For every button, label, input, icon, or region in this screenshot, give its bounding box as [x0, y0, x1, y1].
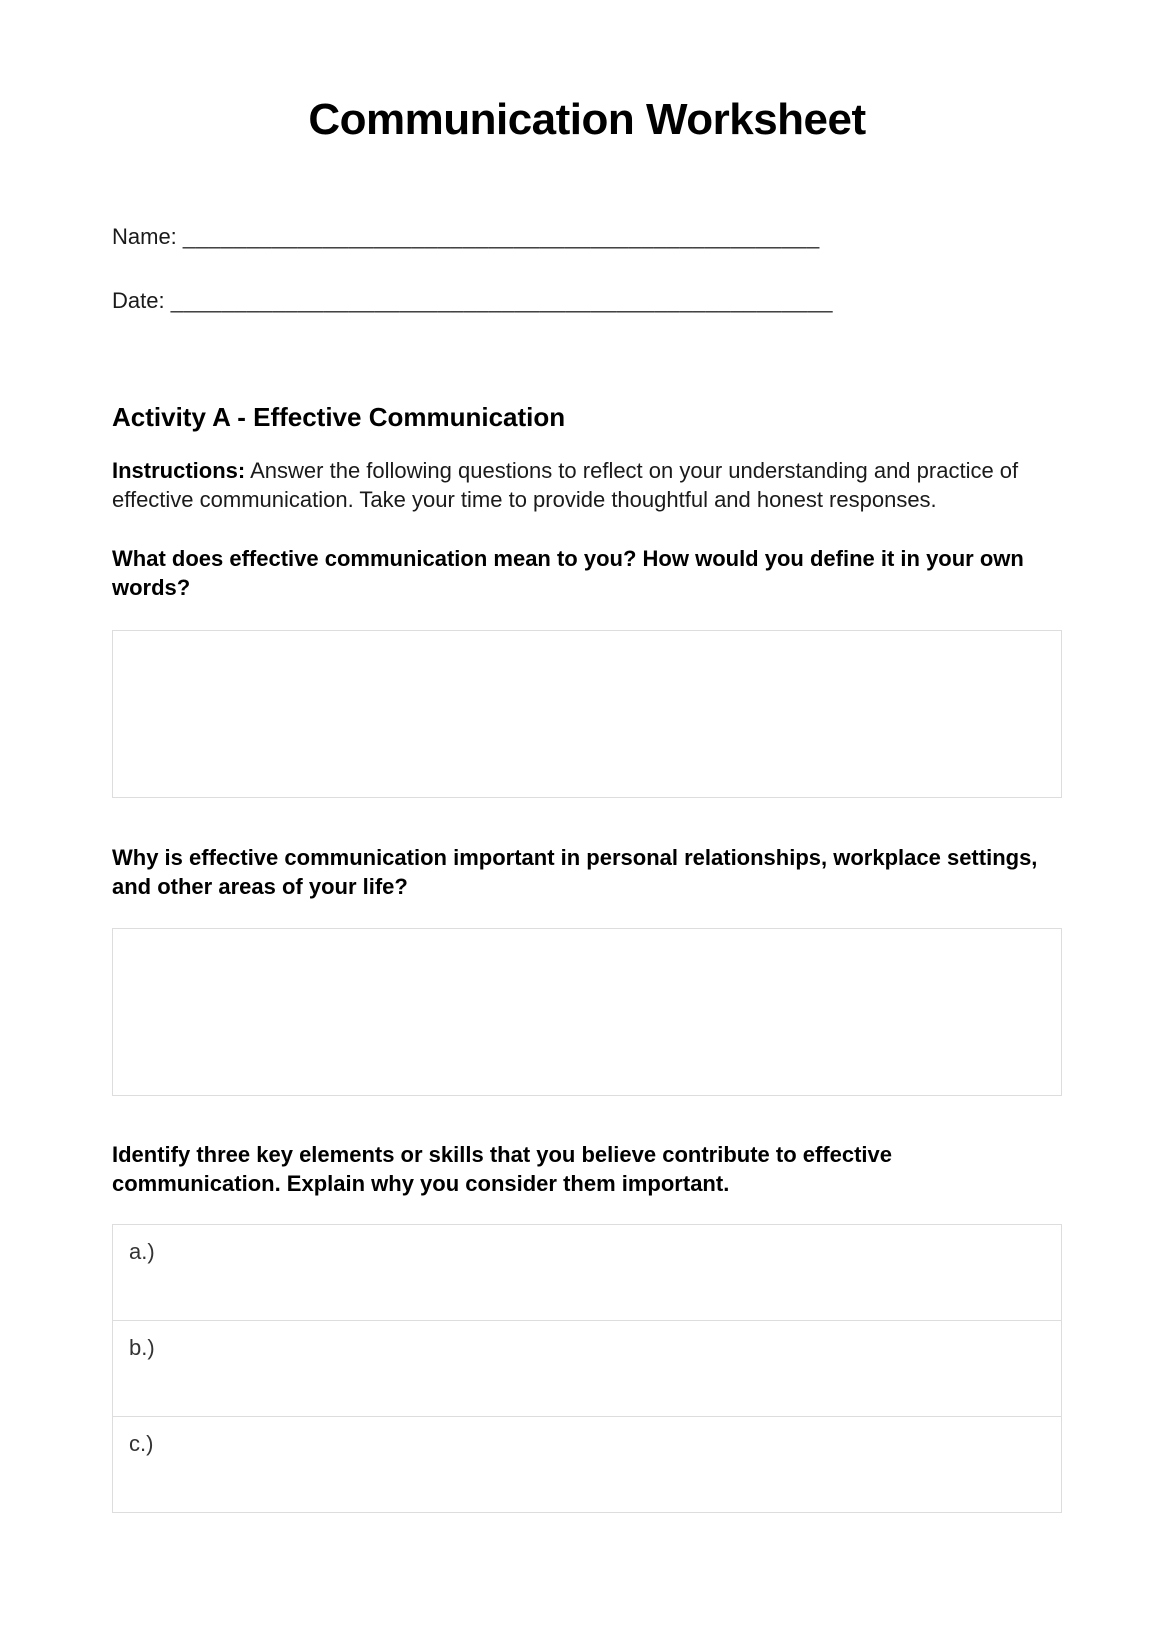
answer-letter-b: b.) [129, 1335, 155, 1360]
name-label: Name: [112, 224, 177, 249]
answer-box-a[interactable] [112, 1224, 1062, 1321]
lettered-answer-group [112, 1224, 1062, 1513]
instructions-label: Instructions: [112, 458, 246, 483]
name-blank-line[interactable]: __________________________________________________ [182, 224, 820, 249]
answer-letter-a: a.) [129, 1239, 155, 1264]
worksheet-page [112, 0, 1062, 1513]
question-3: Identify three key elements or skills that you believe contribute to effective communication. Explain why you consider them important. [112, 1142, 893, 1196]
instructions-text: Answer the following questions to reflect on your understanding and practice of effective communication. Take your time to provide thoughtful and honest responses. [112, 458, 1019, 512]
instructions-paragraph [112, 456, 1062, 514]
page-title: Communication Worksheet [308, 95, 866, 144]
response-box-1[interactable] [112, 630, 1062, 798]
date-field-row [112, 286, 1062, 316]
response-box-2[interactable] [112, 928, 1062, 1096]
date-blank-line[interactable]: ____________________________________________________ [170, 288, 833, 313]
name-field-row [112, 222, 1062, 252]
question-2: Why is effective communication important in personal relationships, workplace settings, and other areas of your life? [112, 845, 1038, 899]
answer-box-c[interactable] [112, 1416, 1062, 1513]
answer-box-b[interactable] [112, 1320, 1062, 1417]
question-1: What does effective communication mean to you? How would you define it in your own words? [112, 546, 1024, 600]
answer-letter-c: c.) [129, 1431, 154, 1456]
activity-a-heading: Activity A - Effective Communication [112, 402, 566, 432]
date-label: Date: [112, 288, 165, 313]
